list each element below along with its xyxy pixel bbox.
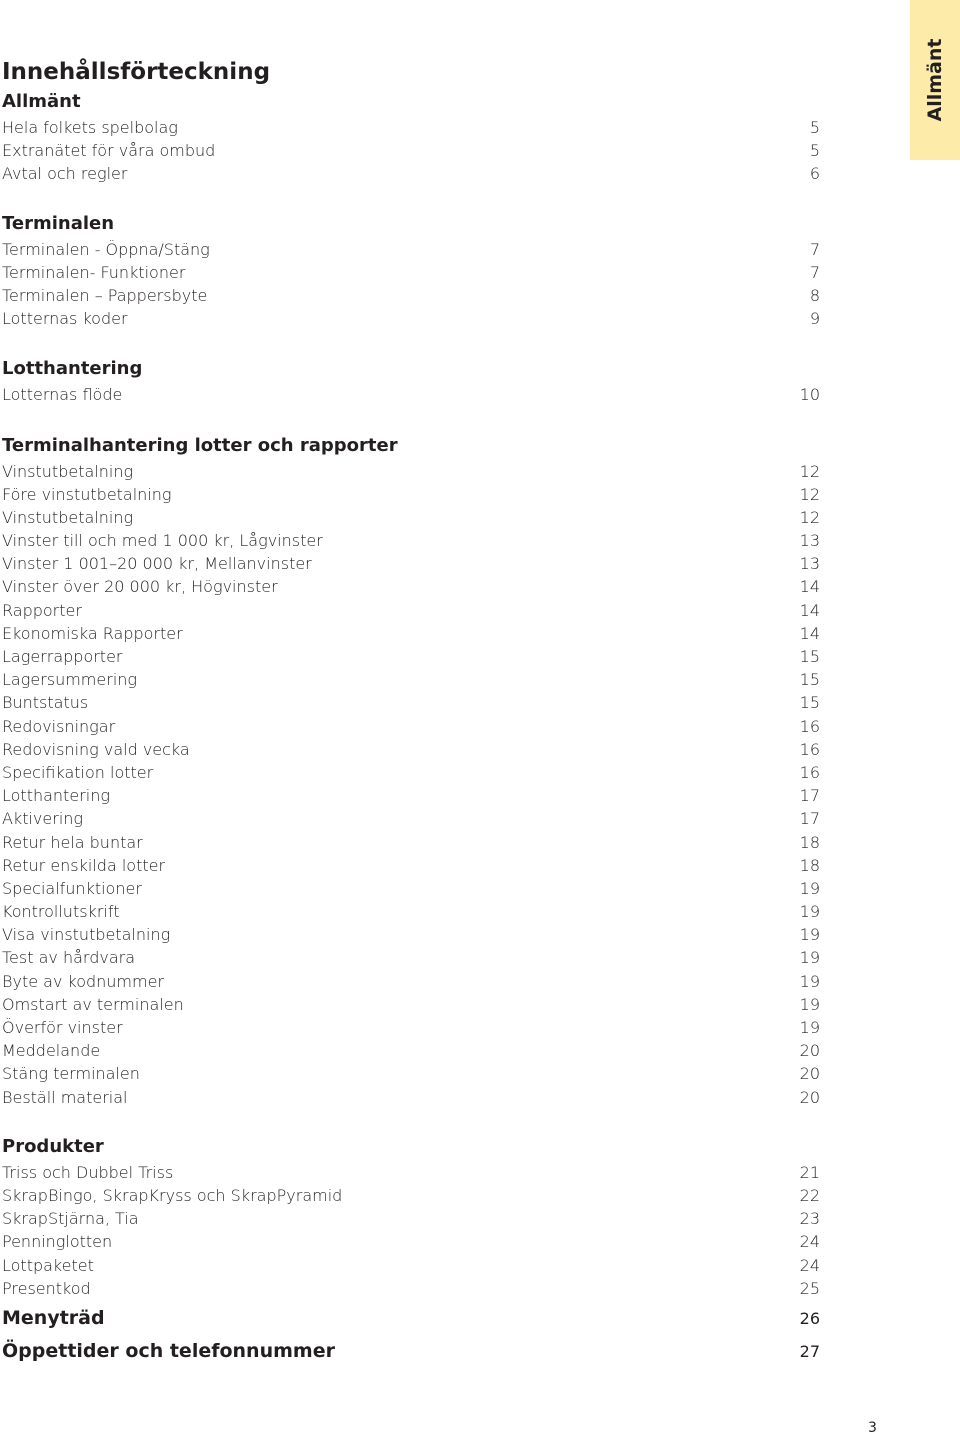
entry-page: 13 [799,554,820,574]
entry-page: 16 [799,739,820,759]
toc-entry[interactable] [2,552,820,575]
toc-entry[interactable] [2,1207,820,1230]
entry-page: 17 [799,786,820,806]
toc-entry[interactable] [2,1184,820,1207]
entry-page: 19 [799,948,820,968]
entry-label: Lottpaketet [2,1255,94,1275]
toc-entry[interactable] [2,993,820,1016]
entry-page: 24 [799,1255,820,1275]
toc-entry[interactable] [2,383,820,406]
entry-page: 17 [799,809,820,829]
entry-label: Meddelande [2,1041,101,1061]
entry-label: Specifikation lotter [2,762,154,782]
entry-label: Redovisning vald vecka [2,739,190,759]
entry-label: Retur hela buntar [2,832,143,852]
toc-entry[interactable] [2,715,820,738]
entry-page: 20 [799,1087,820,1107]
entry-label: Ekonomiska Rapporter [2,623,183,643]
entry-page: 24 [799,1232,820,1252]
entry-page: 27 [799,1341,820,1361]
entry-page: 21 [799,1162,820,1182]
entry-label: Avtal och regler [2,164,128,184]
entry-label: Triss och Dubbel Triss [2,1162,174,1182]
entry-page: 26 [799,1308,820,1328]
entry-label: Buntstatus [2,693,89,713]
toc-entry[interactable] [2,284,820,307]
toc-entry[interactable] [2,529,820,552]
toc-entry[interactable] [2,900,820,923]
toc-entry[interactable] [2,645,820,668]
entry-page: 12 [799,507,820,527]
toc-entry[interactable] [2,1016,820,1039]
entry-label: Terminalen – Pappersbyte [2,285,208,305]
toc-entry[interactable] [2,761,820,784]
entry-label: Visa vinstutbetalning [2,925,171,945]
entry-label: Stäng terminalen [2,1064,140,1084]
entry-page: 15 [799,647,820,666]
entry-label: Lagersummering [2,670,137,690]
entry-page: 5 [809,118,820,137]
toc-entry[interactable] [2,946,820,969]
entry-label: Vinstutbetalning [2,461,134,481]
entry-label: SkrapBingo, SkrapKryss och SkrapPyramid [2,1185,343,1205]
entry-page: 16 [799,716,820,736]
entry-page: 23 [799,1209,820,1229]
entry-page: 16 [799,762,820,782]
entry-label: Penninglotten [2,1232,113,1252]
entry-label: Redovisningar [2,716,116,736]
entry-label: Lotternas koder [2,309,128,329]
toc-entry[interactable] [2,854,820,877]
entry-label: Hela folkets spelbolag [2,118,178,137]
entry-page: 5 [809,141,820,161]
entry-label: Vinster över 20 000 kr, Högvinster [2,577,278,597]
entry-label: Aktivering [2,809,84,829]
entry-label: Öppettider och telefonnummer [2,1339,335,1362]
toc-entry[interactable] [2,807,820,830]
toc-entry[interactable] [2,483,820,506]
toc-entry[interactable] [2,970,820,993]
entry-label: Lotthantering [2,786,110,806]
page-number: 3 [868,1420,877,1436]
entry-page: 18 [799,855,820,875]
entry-label: Vinster till och med 1 000 kr, Lågvinster [2,531,323,551]
entry-page: 20 [799,1041,820,1061]
entry-page: 22 [799,1185,820,1205]
entry-page: 6 [809,164,820,184]
entry-page: 19 [799,971,820,991]
section-title-lotthantering: Lotthantering [2,358,143,380]
entry-page: 14 [799,577,820,597]
toc-entry[interactable] [2,575,820,598]
page-title: Innehållsförteckning [2,59,271,85]
entry-label: Vinstutbetalning [2,507,134,527]
entry-page: 12 [799,484,820,504]
entry-label: Överför vinster [2,1018,123,1037]
toc-entry[interactable] [2,877,820,900]
section-title-terminalhantering: Terminalhantering lotter och rapporter [2,434,398,456]
entry-page: 19 [799,902,820,922]
side-tab-label: Allmänt [924,38,946,122]
entry-page: 9 [809,309,820,329]
entry-label: Byte av kodnummer [2,971,165,991]
toc-entry[interactable] [2,162,820,185]
entry-label: Lagerrapporter [2,647,123,666]
entry-page: 15 [799,670,820,690]
toc-entry[interactable] [2,923,820,946]
section-side-tab [910,0,960,160]
entry-page: 13 [799,531,820,551]
toc-entry[interactable] [2,1161,820,1184]
toc-entry[interactable] [2,1230,820,1253]
toc-entry[interactable] [2,599,820,622]
entry-label: Vinster 1 001–20 000 kr, Mellanvinster [2,554,312,574]
entry-label: Terminalen - Öppna/Stäng [2,239,210,259]
section-title-allmant: Allmänt [2,91,81,112]
entry-label: Före vinstutbetalning [2,484,172,504]
entry-page: 7 [809,239,820,259]
entry-page: 18 [799,832,820,852]
toc-entry-menytrad[interactable] [2,1302,820,1335]
section-title-produkter: Produkter [2,1135,104,1157]
toc-entry[interactable] [2,1086,820,1109]
toc-entry[interactable] [2,116,820,139]
entry-label: Specialfunktioner [2,878,142,898]
entry-label: Retur enskilda lotter [2,855,166,875]
entry-page: 19 [799,925,820,945]
toc-entry[interactable] [2,506,820,529]
toc-entry[interactable] [2,1062,820,1085]
toc-entry[interactable] [2,784,820,807]
toc-entry[interactable] [2,668,820,691]
table-of-contents [2,56,820,1368]
entry-page: 19 [799,878,820,898]
entry-label: Rapporter [2,600,82,620]
toc-entry[interactable] [2,1277,820,1300]
entry-label: Extranätet för våra ombud [2,141,216,161]
entry-page: 19 [799,994,820,1014]
entry-page: 14 [799,623,820,643]
entry-label: SkrapStjärna, Tia [2,1209,139,1229]
entry-label: Menyträd [2,1306,105,1329]
toc-entry[interactable] [2,622,820,645]
toc-entry[interactable] [2,1039,820,1062]
toc-entry[interactable] [2,831,820,854]
entry-page: 20 [799,1064,820,1084]
entry-page: 25 [799,1278,820,1298]
entry-page: 12 [799,461,820,481]
entry-label: Beställ material [2,1087,128,1107]
entry-label: Kontrollutskrift [2,902,120,922]
section-title-terminalen: Terminalen [2,212,115,234]
toc-entry[interactable] [2,460,820,483]
entry-page: 8 [809,285,820,305]
entry-label: Terminalen- Funktioner [2,262,186,282]
entry-label: Lotternas flöde [2,385,123,405]
entry-page: 10 [799,385,820,405]
entry-page: 19 [799,1018,820,1037]
entry-page: 14 [799,600,820,620]
entry-page: 15 [799,693,820,713]
toc-entry[interactable] [2,691,820,714]
entry-label: Presentkod [2,1278,91,1298]
entry-label: Omstart av terminalen [2,994,184,1014]
toc-entry[interactable] [2,261,820,284]
toc-entry-oppettider[interactable] [2,1335,820,1368]
toc-entry[interactable] [2,139,820,162]
toc-entry[interactable] [2,238,820,261]
toc-entry[interactable] [2,738,820,761]
entry-label: Test av hårdvara [2,948,136,968]
toc-entry[interactable] [2,1254,820,1277]
toc-entry[interactable] [2,307,820,330]
entry-page: 7 [809,262,820,282]
